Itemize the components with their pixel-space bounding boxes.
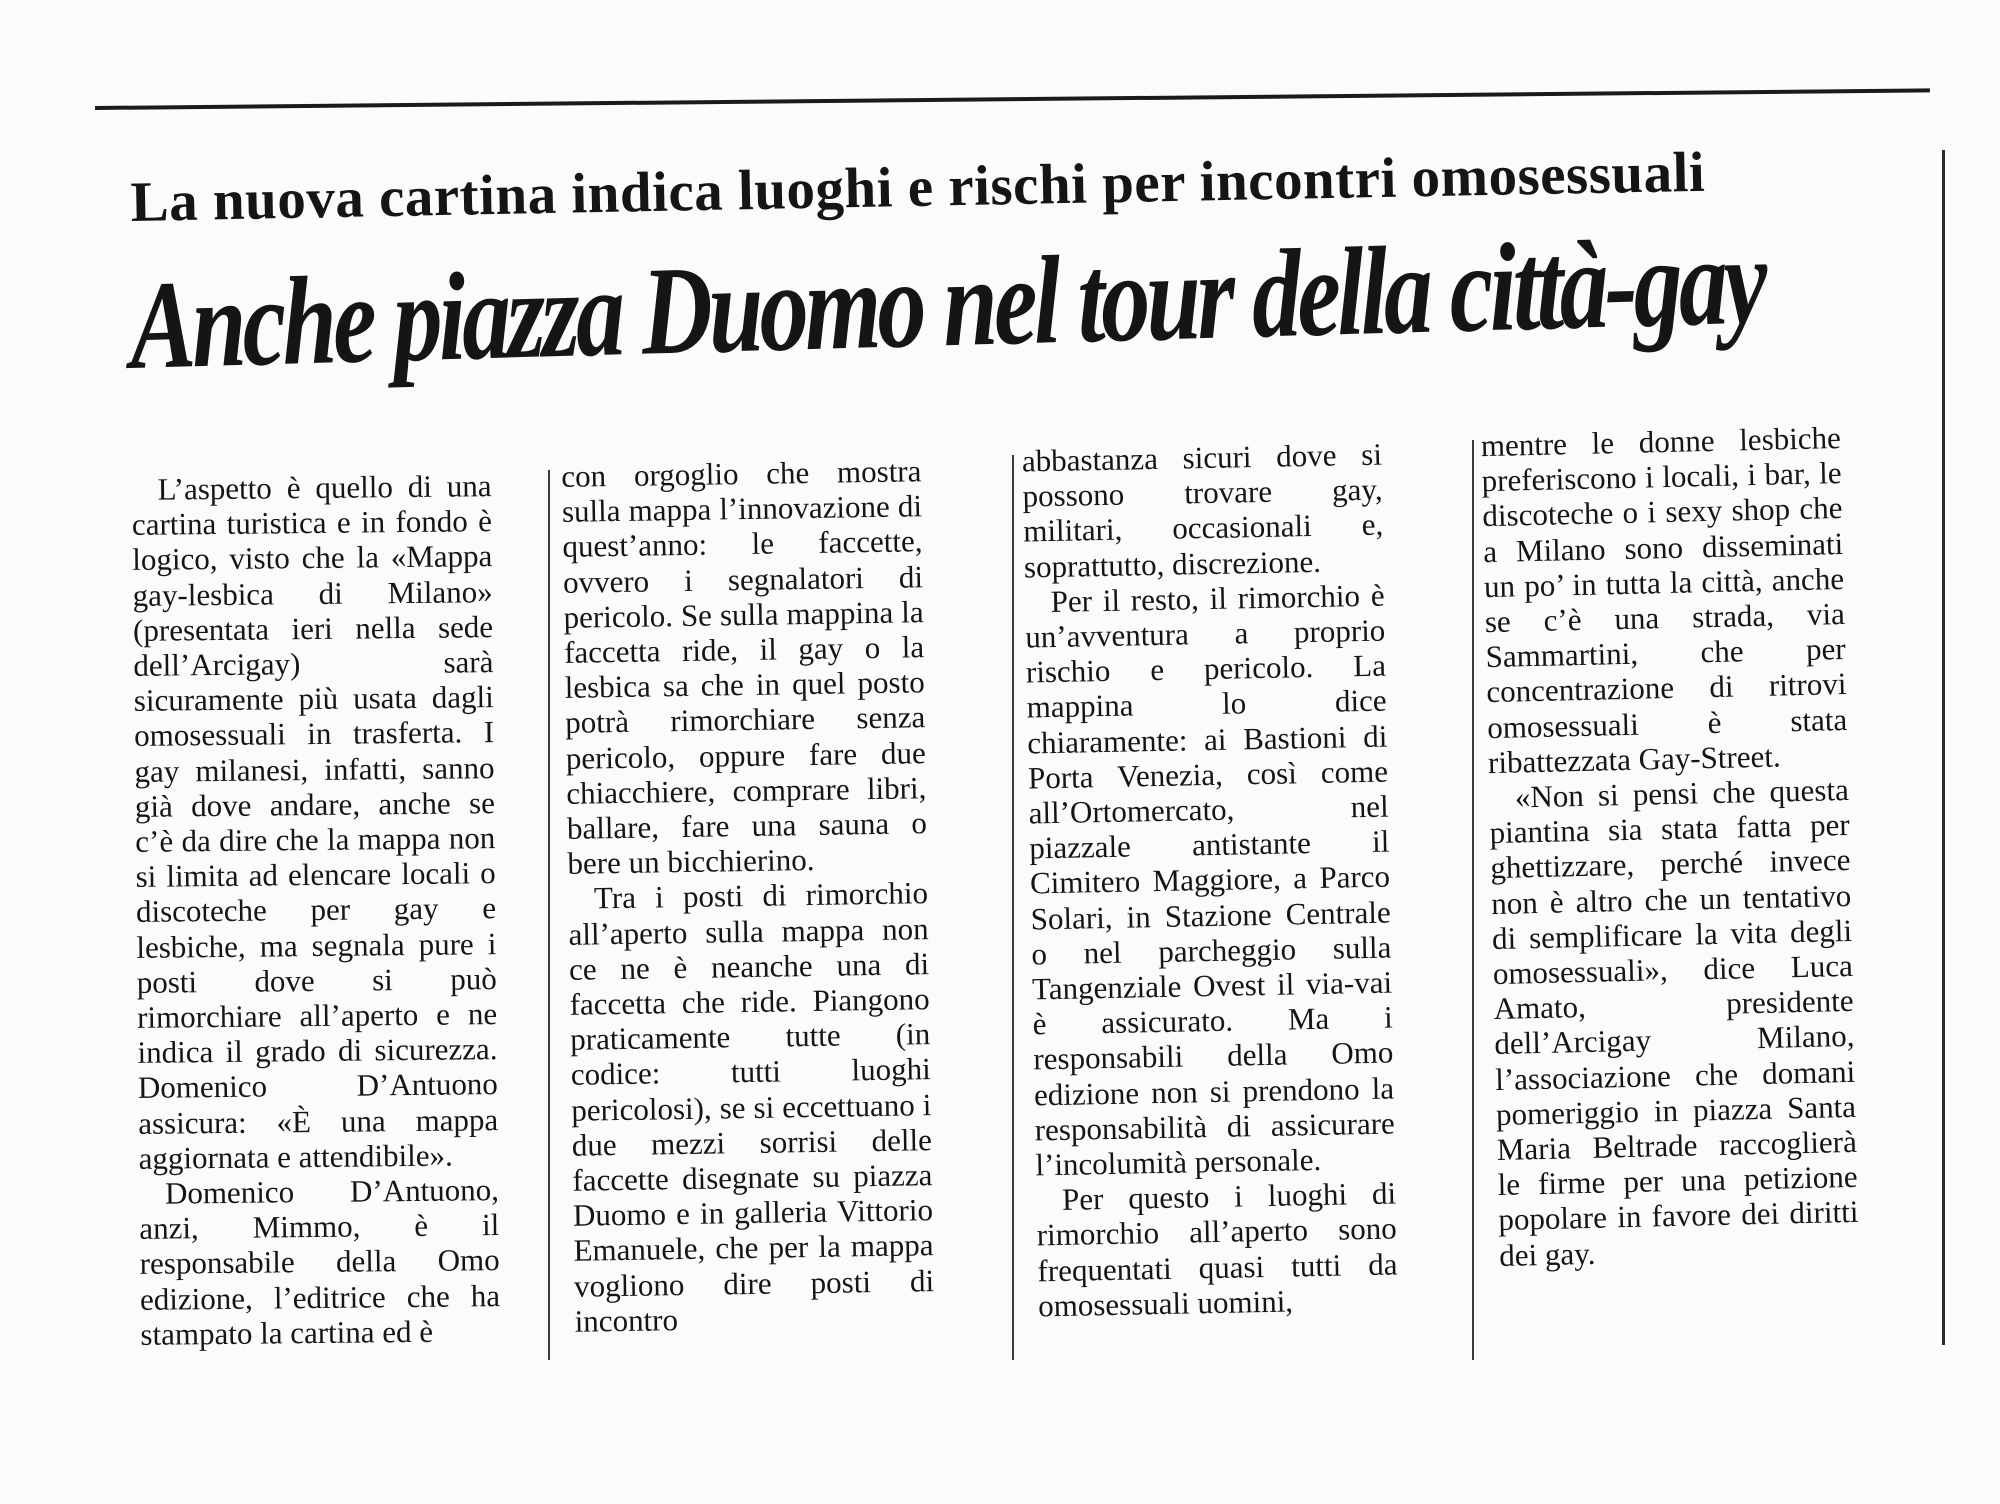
paragraph: L’aspetto è quello di una cartina turistica e in fondo è logico, visto che la «Mappa gay-lesbica di Milano» (presentata ieri nella sede dell’Arcigay) sarà sicuramente più usata dagli omosessuali in trasferta. I gay milanesi, infatti, sanno già dove andare, anche se c’è da dire che la mappa non si limita ad elencare locali o discoteche per gay e lesbiche, ma segnala pure i posti dove si può rimorchiare all’aperto e ne indica il grado di sicurezza. Domenico D’Antuono assicura: «È una mappa aggiornata e attendibile». [131,468,499,1176]
column-separator [1472,440,1474,1360]
paragraph: «Non si pensi che questa piantina sia stata fatta per ghettizzare, perché invece non è altro che un tentativo di semplificare la vita degli omosessuali», dice Luca Amato, presidente dell’Arcigay Milano, l’associazione che domani pomeriggio in piazza Santa Maria Beltrade raccoglierà le firme per una petizione popolare in favore dei diritti dei gay. [1489,771,1859,1273]
paragraph: mentre le donne lesbiche preferiscono i locali, i bar, le discoteche o i sexy shop che a Milano sono disseminati un po’ in tutta la città, anche se c’è una strada, via Sammartini, che per concentrazione di ritrovi omosessuali è stata ribattezzata Gay-Street. [1480,420,1848,780]
column-separator [548,470,550,1360]
column-2 [561,453,935,1339]
paragraph: Tra i posti di rimorchio all’aperto sulla mappa non ce ne è neanche una di faccetta che ride. Piangono praticamente tutte (in codice: tutti luoghi pericolosi), se si eccettuano i due mezzi sorrisi delle faccette disegnate su piazza Duomo e in galleria Vittorio Emanuele, che per la mappa vogliono dire posti di incontro [568,875,935,1339]
paragraph: Per il resto, il rimorchio è un’avventura a proprio rischio e pericolo. La mappina lo dice chiaramente: ai Bastioni di Porta Venezia, così come all’Ortomercato, nel piazzale antistante il Cimitero Maggiore, a Parco Solari, in Stazione Centrale o nel parcheggio sulla Tangenziale Ovest il via-vai è assicurato. Ma i responsabili della Omo edizione non si prendono la responsabilità di assicurare l’incolumità personale. [1024,577,1396,1183]
main-headline: Anche piazza Duomo nel tour della città-gay [128,211,1766,396]
column-3 [1022,437,1399,1324]
column-4 [1480,420,1859,1273]
column-1 [131,468,500,1352]
paragraph: Domenico D’Antuono, anzi, Mimmo, è il responsabile della Omo edizione, l’editrice che ha stampato la cartina ed è [139,1172,501,1352]
paragraph: Per questo i luoghi di rimorchio all’aperto sono frequentati quasi tutti da omosessuali uomini, [1036,1175,1398,1324]
column-separator [1012,455,1014,1360]
paragraph: con orgoglio che mostra sulla mappa l’innovazione di quest’anno: le faccette, ovvero i segnalatori di pericolo. Se sulla mappina la faccetta ride, il gay o la lesbica sa che in quel posto potrà rimorchiare senza pericolo, oppure fare due chiacchiere, comprare libri, ballare, fare una sauna o bere un bicchierino. [561,453,928,882]
paragraph: abbastanza sicuri dove si possono trovare gay, militari, occasionali e, soprattutto, discrezione. [1021,436,1384,585]
top-rule [95,88,1930,110]
right-border [1942,150,1945,1345]
kicker-headline: La nuova cartina indica luoghi e rischi per incontri omosessuali [130,140,1706,234]
